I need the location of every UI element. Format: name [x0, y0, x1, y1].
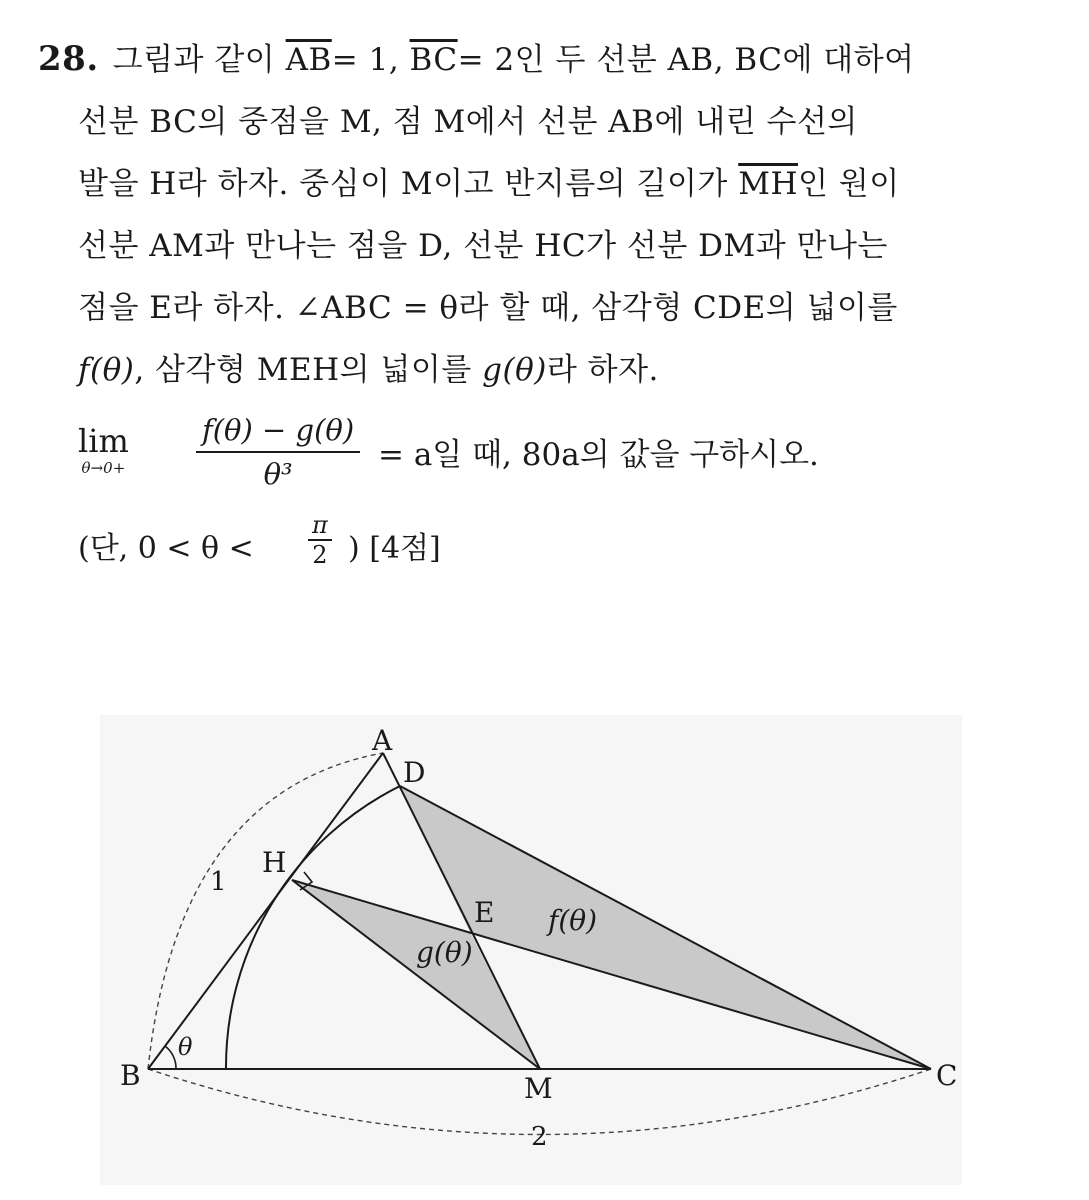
fraction-denominator: θ³	[263, 457, 293, 491]
label-f-theta: f(θ)	[548, 904, 598, 937]
label-g-theta: g(θ)	[416, 936, 473, 969]
problem-line-4: 선분 AM과 만나는 점을 D, 선분 HC가 선분 DM과 만나는	[78, 228, 888, 264]
problem-line-3: 발을 H라 하자. 중심이 M이고 반지름의 길이가 $\overline{MH}$인 원이	[78, 166, 900, 202]
label-h: H	[262, 846, 287, 879]
f-theta: f(θ)	[78, 352, 135, 388]
problem-line-1: 28. 그림과 같이 $\overline{AB}= 1$, $\overline{BC}= 2$인 두 선분 AB, BC에 대하여	[38, 39, 915, 79]
problem-line-2: 선분 BC의 중점을 M, 점 M에서 선분 AB에 내린 수선의	[78, 104, 858, 140]
fraction-numerator: f(θ) − g(θ)	[196, 413, 360, 453]
label-c: C	[936, 1059, 958, 1092]
condition: (단, 0 < θ < π 2 ) [4점]	[78, 511, 441, 569]
label-a: A	[372, 724, 393, 757]
label-b: B	[120, 1059, 141, 1092]
problem-number: 28.	[38, 39, 99, 79]
label-theta: θ	[178, 1033, 193, 1061]
problem-line-6: f(θ), 삼각형 MEH의 넓이를 g(θ)라 하자.	[78, 352, 659, 388]
pi-over-two: π 2	[308, 511, 332, 569]
label-e: E	[474, 896, 495, 929]
label-m: M	[524, 1072, 553, 1105]
limit-operator: lim θ→0+	[78, 422, 129, 477]
label-side-ab: 1	[210, 867, 227, 897]
g-theta: g(θ)	[482, 352, 547, 388]
segment-ab: $\overline{AB}$	[285, 42, 332, 78]
label-d: D	[403, 756, 426, 789]
segment-bc: $\overline{BC}$	[409, 42, 458, 78]
label-side-bc: 2	[531, 1122, 548, 1152]
limit-question: = a일 때, 80a의 값을 구하시오.	[378, 437, 819, 473]
problem-line-5: 점을 E라 하자. ∠ABC = θ라 할 때, 삼각형 CDE의 넓이를	[78, 290, 898, 326]
segment-mh: $\overline{MH}$	[738, 166, 798, 202]
